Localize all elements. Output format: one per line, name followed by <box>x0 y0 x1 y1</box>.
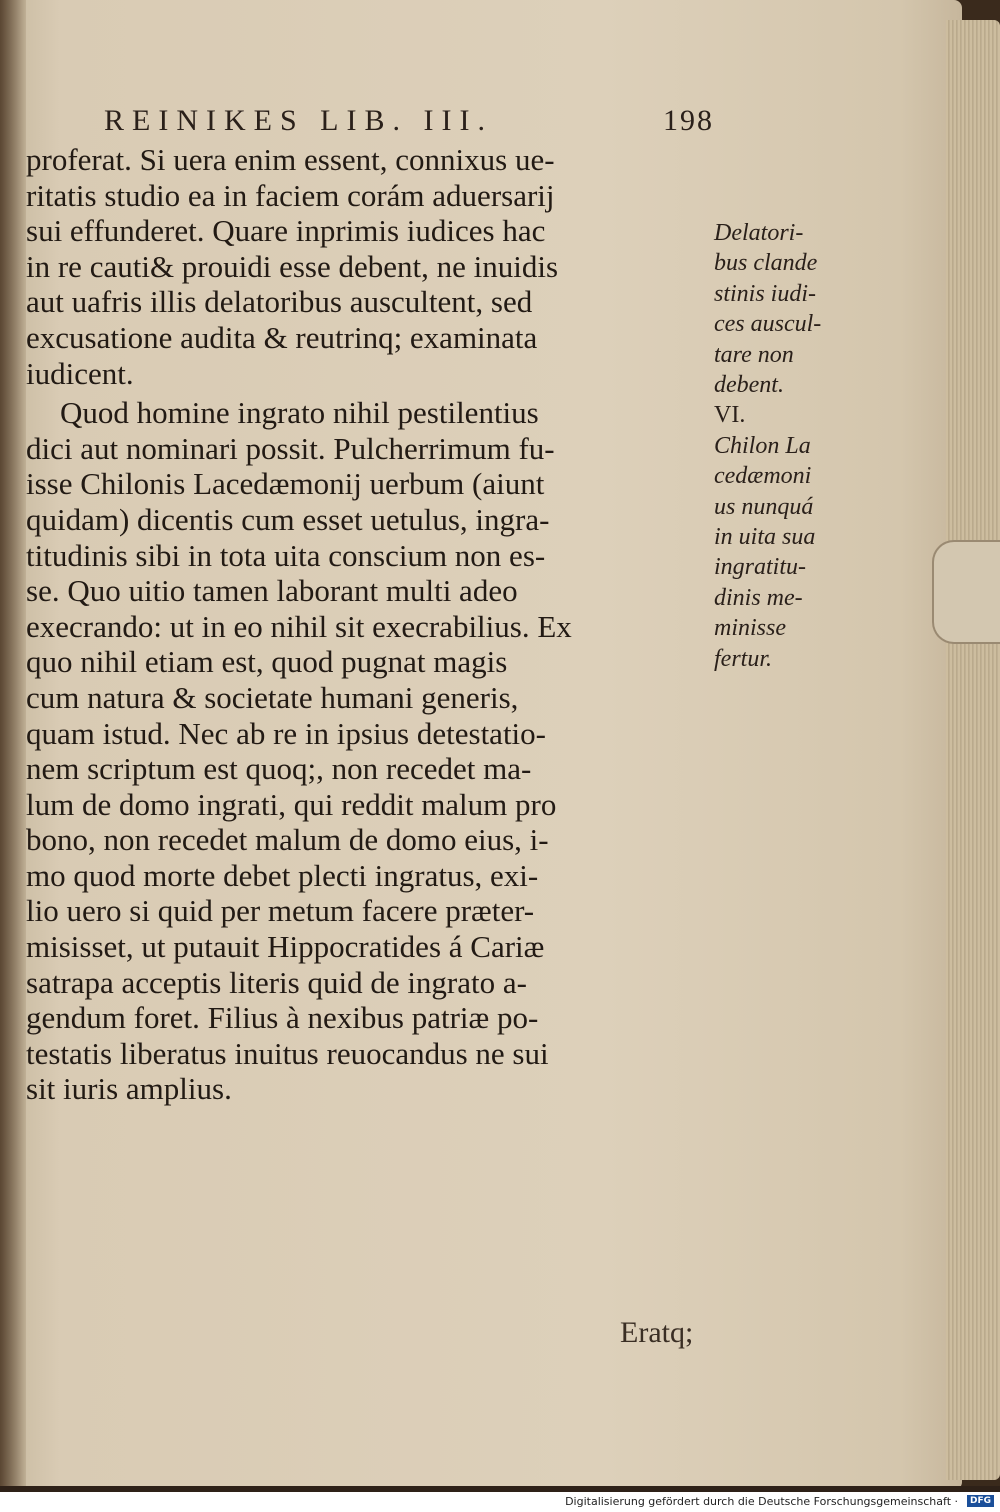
margin-note-line: us nunquá <box>714 493 814 520</box>
text-line: lum de domo ingrati, qui reddit malum pro <box>26 786 557 822</box>
text-line: misisset, ut putauit Hippocratides á Cariæ <box>26 929 545 965</box>
margin-note-line: debent. <box>714 372 784 399</box>
margin-chapter-number: VI. <box>714 402 746 429</box>
ribbon-clasp <box>932 540 1000 644</box>
running-header <box>104 104 714 144</box>
text-line: isse Chilonis Lacedæmonij uerbum (aiunt <box>26 466 545 502</box>
margin-note-line: stinis iudi- <box>714 280 817 307</box>
funding-credit: Digitalisierung gefördert durch die Deutsche Forschungsgemeinschaft · <box>565 1495 958 1508</box>
running-title: REINIKES LIB. III. <box>104 104 493 137</box>
text-line: cum natura & societate humani generis, <box>26 679 519 715</box>
text-line: se. Quo uitio tamen laborant multi adeo <box>26 573 518 609</box>
page-number: 198 <box>663 104 714 137</box>
margin-notes <box>714 218 860 674</box>
section-heading-line: Quod homine ingrato nihil pestilentius <box>60 395 539 431</box>
text-line: excusatione audita & reutrinq; examinata <box>26 319 538 355</box>
text-line: iudicent. <box>26 355 134 391</box>
text-line: ritatis studio ea in faciem corám aduersarij <box>26 177 555 213</box>
margin-note-line: Delatori- <box>714 220 804 246</box>
text-line: quo nihil etiam est, quod pugnat magis <box>26 644 508 680</box>
margin-note-line: in uita sua <box>714 524 816 551</box>
text-line: aut uafris illis delatoribus auscultent, sed <box>26 284 533 320</box>
dfg-logo: DFG <box>967 1495 994 1507</box>
text-line: testatis liberatus inuitus reuocandus ne sui <box>26 1035 549 1071</box>
text-line: execrando: ut in eo nihil sit execrabilius. Ex <box>26 608 572 644</box>
binding-gutter <box>0 0 26 1490</box>
text-line: lio uero si quid per metum facere præter- <box>26 893 535 929</box>
text-line: titudinis sibi in tota uita conscium non es- <box>26 537 546 573</box>
text-line: gendum foret. Filius à nexibus patriæ po- <box>26 1000 539 1036</box>
text-line: dici aut nominari possit. Pulcherrimum fu- <box>26 430 555 466</box>
text-line: bono, non recedet malum de domo eius, i- <box>26 822 549 858</box>
margin-note-line: Chilon La <box>714 432 811 459</box>
margin-note-line: ces auscul- <box>714 311 822 338</box>
margin-note-line: minisse <box>714 615 786 642</box>
text-line: quam istud. Nec ab re in ipsius detestatio- <box>26 715 546 751</box>
text-line: sit iuris amplius. <box>26 1071 232 1107</box>
text-line: nem scriptum est quoq;, non recedet ma- <box>26 751 532 787</box>
margin-note-line: fertur. <box>714 645 773 672</box>
text-line: satrapa acceptis literis quid de ingrato a- <box>26 964 527 1000</box>
margin-note-line: tare non <box>714 341 794 368</box>
margin-note-line: ingratitu- <box>714 554 807 581</box>
text-line: mo quod morte debet plecti ingratus, exi- <box>26 857 539 893</box>
text-line: in re cauti& prouidi esse debent, ne inuidis <box>26 248 559 284</box>
catchword: Eratq; <box>620 1316 694 1349</box>
margin-note-line: bus clande <box>714 250 818 277</box>
page-edges <box>946 20 1000 1480</box>
text-line: proferat. Si uera enim essent, connixus ue- <box>26 142 555 177</box>
text-line: quidam) dicentis cum esset uetulus, ingra- <box>26 501 550 537</box>
main-text-block <box>26 142 716 1107</box>
margin-note-line: cedæmoni <box>714 463 812 490</box>
margin-note-line: dinis me- <box>714 584 803 611</box>
digitization-footer <box>0 1492 1000 1512</box>
text-line: sui effunderet. Quare inprimis iudices hac <box>26 213 546 249</box>
